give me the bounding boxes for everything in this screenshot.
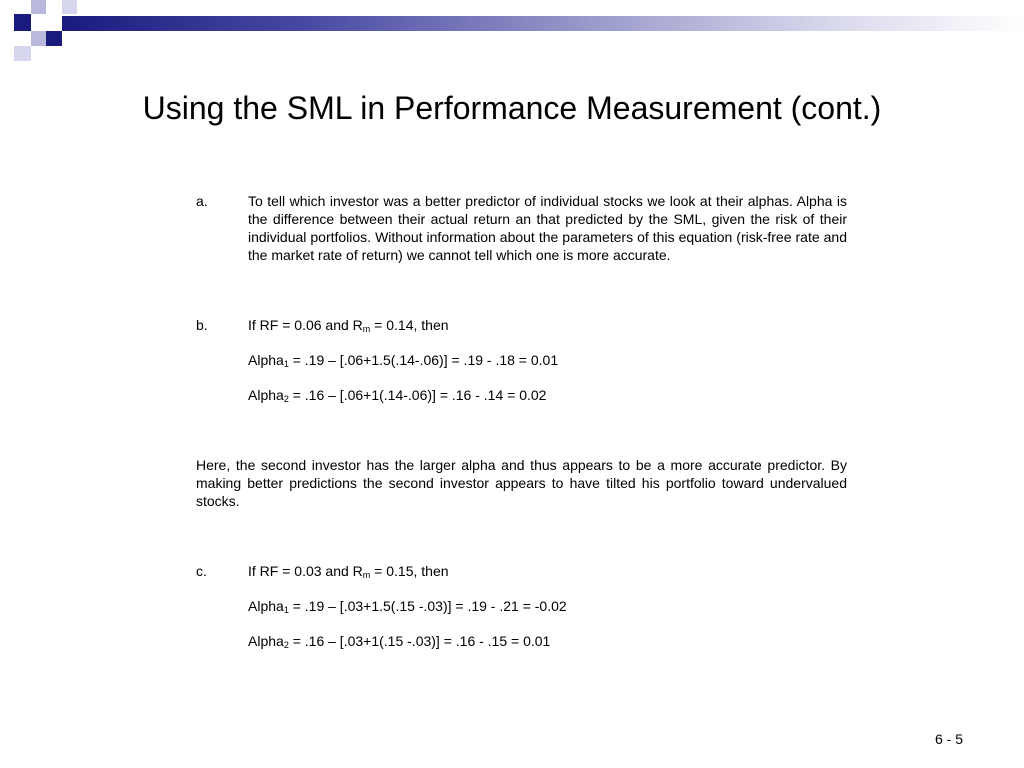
item-b-intro: If RF = 0.06 and $R_m = 0.14$, then — [248, 317, 449, 334]
list-marker: a. — [196, 193, 208, 209]
list-item-c — [196, 562, 847, 650]
decor-square-lavender — [31, 31, 46, 46]
slide-number: 6 - 5 — [934, 731, 963, 747]
conclusion-paragraph: Here, the second investor has the larger alpha and thus appears to be a more accurate predictor. By making better predictions the second investor appears to have tilted his portfolio toward undervalued stocks. — [196, 457, 847, 509]
list-marker: c. — [196, 563, 207, 579]
list-marker: b. — [196, 317, 208, 333]
item-c-alpha2: Alpha$_2$ = .16 – [.03+1(.15 -.03)] = .16 - .15 = 0.01 — [248, 633, 551, 650]
item-c-body — [248, 562, 847, 650]
decor-square-lavender — [14, 46, 31, 61]
decor-square-navy — [14, 14, 31, 31]
header-gradient-bar — [62, 16, 1024, 31]
decor-square-lavender — [31, 0, 46, 14]
item-b-alpha1: Alpha$_1$ = .19 – [.06+1.5(.14-.06)] = .19 - .18 = 0.01 — [248, 352, 559, 369]
item-c-intro: If RF = 0.03 and $R_m = 0.15$, then — [248, 563, 449, 580]
slide-title: Using the SML in Performance Measurement (cont.) — [142, 90, 882, 126]
list-item-a — [196, 192, 847, 264]
decor-square-lavender — [62, 0, 77, 14]
slide-content — [196, 192, 847, 650]
item-a-text: To tell which investor was a better predictor of individual stocks we look at their alphas. Alpha is the difference between their actual return an that predicted by the SML, given the risk of their individual portfolios. Without information about the parameters of this equation (risk-free rate and the market rate of return) we cannot tell which one is more accurate. — [248, 193, 847, 263]
item-b-body — [248, 316, 847, 404]
item-c-alpha1: Alpha$_1$ = .19 – [.03+1.5(.15 -.03)] = .19 - .21 = -0.02 — [248, 598, 567, 615]
decor-square-navy — [46, 31, 62, 46]
list-item-b — [196, 316, 847, 404]
item-b-alpha2: Alpha$_2$ = .16 – [.06+1(.14-.06)] = .16 - .14 = 0.02 — [248, 387, 547, 404]
